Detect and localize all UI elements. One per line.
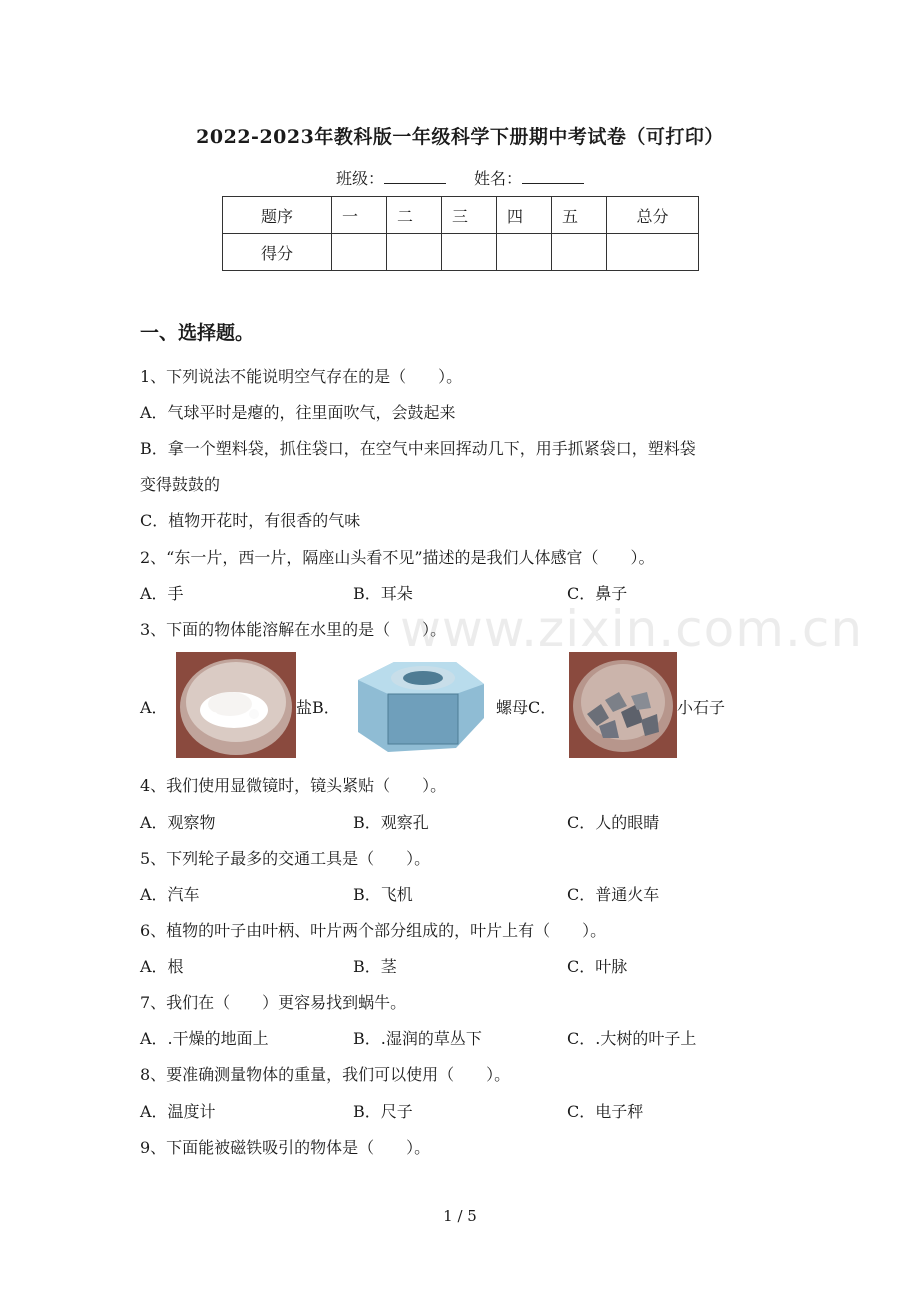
class-blank bbox=[384, 169, 446, 184]
q2-option-c: C．鼻子 bbox=[567, 584, 628, 603]
q1-option-b-cont: 变得鼓鼓的 bbox=[140, 475, 221, 494]
row-label: 得分 bbox=[223, 234, 332, 271]
header-cell: 五 bbox=[552, 197, 607, 234]
q2-option-b: B．耳朵 bbox=[353, 584, 413, 603]
question-7: 7、我们在（ ）更容易找到蜗牛。 bbox=[140, 993, 407, 1012]
score-cell[interactable] bbox=[387, 234, 442, 271]
score-cell[interactable] bbox=[497, 234, 552, 271]
score-cell[interactable] bbox=[607, 234, 699, 271]
q3-option-a: A． bbox=[140, 698, 168, 717]
q7-option-b: B．.湿润的草丛下 bbox=[353, 1029, 482, 1048]
score-cell[interactable] bbox=[332, 234, 387, 271]
q3-pebbles-label: 小石子 bbox=[677, 698, 726, 717]
watermark: www.zixin.com.cn bbox=[400, 600, 864, 658]
salt-image bbox=[176, 652, 296, 758]
q5-option-a: A．汽车 bbox=[140, 885, 200, 904]
score-table bbox=[222, 196, 699, 271]
q6-option-b: B．茎 bbox=[353, 957, 397, 976]
score-cell[interactable] bbox=[442, 234, 497, 271]
score-cell[interactable] bbox=[552, 234, 607, 271]
q7-option-a: A．.干燥的地面上 bbox=[140, 1029, 269, 1048]
header-cell: 一 bbox=[332, 197, 387, 234]
header-cell: 题序 bbox=[223, 197, 332, 234]
q1-option-b: B．拿一个塑料袋，抓住袋口，在空气中来回挥动几下，用手抓紧袋口，塑料袋 bbox=[140, 439, 696, 458]
q4-option-b: B．观察孔 bbox=[353, 813, 429, 832]
question-2: 2、“东一片，西一片，隔座山头看不见”描述的是我们人体感官（ ）。 bbox=[140, 548, 655, 567]
question-6: 6、植物的叶子由叶柄、叶片两个部分组成的，叶片上有（ ）。 bbox=[140, 921, 607, 940]
nut-image bbox=[348, 658, 490, 756]
q5-option-b: B．飞机 bbox=[353, 885, 413, 904]
q6-option-a: A．根 bbox=[140, 957, 184, 976]
q4-option-c: C．人的眼睛 bbox=[567, 813, 660, 832]
exam-title: 2022-2023年教科版一年级科学下册期中考试卷（可打印） bbox=[196, 126, 724, 148]
q1-option-a: A．气球平时是瘪的，往里面吹气，会鼓起来 bbox=[140, 403, 456, 422]
question-8: 8、要准确测量物体的重量，我们可以使用（ ）。 bbox=[140, 1065, 511, 1084]
question-5: 5、下列轮子最多的交通工具是（ ）。 bbox=[140, 849, 431, 868]
score-table-row bbox=[223, 234, 699, 271]
q8-option-b: B．尺子 bbox=[353, 1102, 413, 1121]
question-4: 4、我们使用显微镜时，镜头紧贴（ ）。 bbox=[140, 776, 447, 795]
section-heading: 一、选择题。 bbox=[140, 322, 255, 344]
pebbles-image bbox=[569, 652, 677, 758]
q8-option-c: C．电子秤 bbox=[567, 1102, 644, 1121]
q8-option-a: A．温度计 bbox=[140, 1102, 216, 1121]
q5-option-c: C．普通火车 bbox=[567, 885, 660, 904]
header-cell: 四 bbox=[497, 197, 552, 234]
name-blank bbox=[522, 169, 584, 184]
header-cell: 三 bbox=[442, 197, 497, 234]
q6-option-c: C．叶脉 bbox=[567, 957, 628, 976]
header-cell: 二 bbox=[387, 197, 442, 234]
q3-salt-label: 盐B． bbox=[296, 698, 340, 717]
question-9: 9、下面能被磁铁吸引的物体是（ ）。 bbox=[140, 1138, 431, 1157]
page-number: 1 / 5 bbox=[443, 1207, 477, 1225]
question-1: 1、下列说法不能说明空气存在的是（ ）。 bbox=[140, 367, 463, 386]
question-3: 3、下面的物体能溶解在水里的是（ ）。 bbox=[140, 620, 447, 639]
q3-nut-label: 螺母C． bbox=[496, 698, 557, 717]
q1-option-c: C．植物开花时，有很香的气味 bbox=[140, 511, 361, 530]
header-cell: 总分 bbox=[607, 197, 699, 234]
class-label: 班级： bbox=[335, 169, 384, 188]
class-name-line bbox=[0, 166, 920, 189]
q7-option-c: C．.大树的叶子上 bbox=[567, 1029, 697, 1048]
score-table-header bbox=[223, 197, 699, 234]
q2-option-a: A．手 bbox=[140, 584, 184, 603]
name-label: 姓名： bbox=[474, 169, 523, 188]
q4-option-a: A．观察物 bbox=[140, 813, 216, 832]
